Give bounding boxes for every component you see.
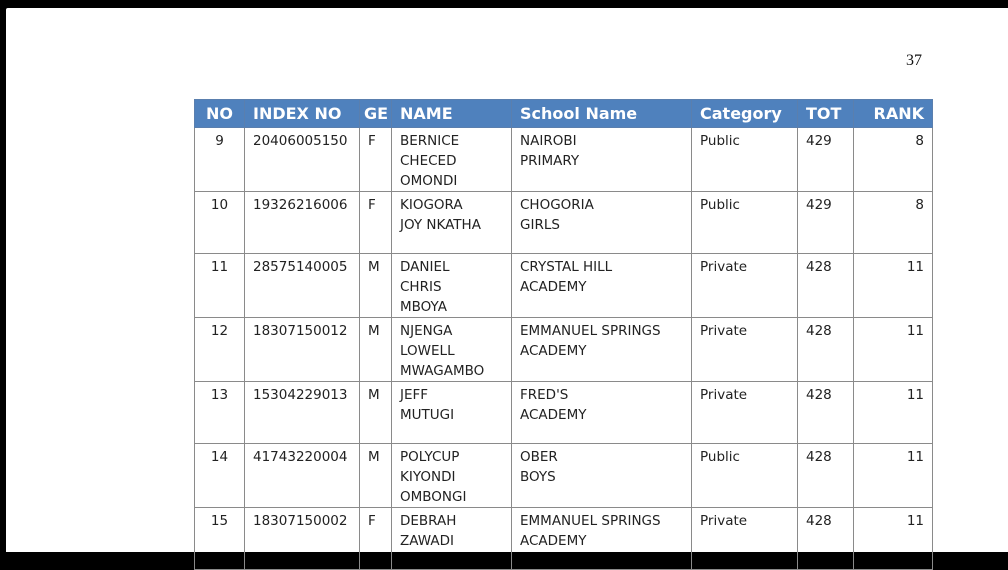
header-name: NAME bbox=[392, 100, 512, 128]
cell-gender: F bbox=[360, 128, 392, 192]
cell-total: 429 bbox=[798, 192, 854, 254]
table-row bbox=[195, 318, 933, 382]
cell-rank: 8 bbox=[854, 128, 933, 192]
cell-index-no: 20406005150 bbox=[245, 128, 360, 192]
header-school-name: School Name bbox=[512, 100, 692, 128]
table-row bbox=[195, 254, 933, 318]
cell-school-name: FRED'S ACADEMY bbox=[512, 382, 692, 444]
cell-category: Private bbox=[692, 254, 798, 318]
cell-gender: M bbox=[360, 444, 392, 508]
page-number: 37 bbox=[906, 52, 922, 69]
cell-category: Public bbox=[692, 444, 798, 508]
cell-school-name: EMMANUEL SPRINGS ACADEMY bbox=[512, 508, 692, 570]
cell-gender: M bbox=[360, 382, 392, 444]
cell-index-no: 18307150002 bbox=[245, 508, 360, 570]
cell-total: 428 bbox=[798, 254, 854, 318]
cell-school-name: OBER BOYS bbox=[512, 444, 692, 508]
cell-category: Public bbox=[692, 192, 798, 254]
cell-no: 13 bbox=[195, 382, 245, 444]
header-index-no: INDEX NO bbox=[245, 100, 360, 128]
cell-name: NJENGA LOWELL MWAGAMBO bbox=[392, 318, 512, 382]
results-table bbox=[194, 99, 933, 570]
cell-rank: 11 bbox=[854, 382, 933, 444]
table-header bbox=[195, 100, 933, 128]
header-row bbox=[195, 100, 933, 128]
cell-name: DANIEL CHRIS MBOYA bbox=[392, 254, 512, 318]
cell-category: Public bbox=[692, 128, 798, 192]
cell-total: 428 bbox=[798, 318, 854, 382]
cell-total: 429 bbox=[798, 128, 854, 192]
cell-index-no: 19326216006 bbox=[245, 192, 360, 254]
cell-gender: M bbox=[360, 254, 392, 318]
cell-total: 428 bbox=[798, 508, 854, 570]
cell-school-name: NAIROBI PRIMARY bbox=[512, 128, 692, 192]
cell-name: DEBRAH ZAWADI bbox=[392, 508, 512, 570]
header-category: Category bbox=[692, 100, 798, 128]
cell-name: POLYCUP KIYONDI OMBONGI bbox=[392, 444, 512, 508]
header-gender: GE bbox=[360, 100, 392, 128]
cell-name: BERNICE CHECED OMONDI bbox=[392, 128, 512, 192]
document-page bbox=[6, 8, 1008, 552]
header-rank: RANK bbox=[854, 100, 933, 128]
cell-no: 9 bbox=[195, 128, 245, 192]
cell-no: 14 bbox=[195, 444, 245, 508]
table-row bbox=[195, 382, 933, 444]
table-row bbox=[195, 192, 933, 254]
cell-category: Private bbox=[692, 318, 798, 382]
cell-index-no: 15304229013 bbox=[245, 382, 360, 444]
table-row bbox=[195, 444, 933, 508]
cell-school-name: CRYSTAL HILL ACADEMY bbox=[512, 254, 692, 318]
cell-school-name: CHOGORIA GIRLS bbox=[512, 192, 692, 254]
table-row bbox=[195, 508, 933, 570]
table-row bbox=[195, 128, 933, 192]
cell-school-name: EMMANUEL SPRINGS ACADEMY bbox=[512, 318, 692, 382]
cell-index-no: 18307150012 bbox=[245, 318, 360, 382]
table-body bbox=[195, 128, 933, 570]
cell-no: 11 bbox=[195, 254, 245, 318]
cell-category: Private bbox=[692, 508, 798, 570]
cell-no: 10 bbox=[195, 192, 245, 254]
cell-gender: M bbox=[360, 318, 392, 382]
cell-rank: 11 bbox=[854, 444, 933, 508]
cell-index-no: 28575140005 bbox=[245, 254, 360, 318]
cell-name: KIOGORA JOY NKATHA bbox=[392, 192, 512, 254]
cell-rank: 11 bbox=[854, 254, 933, 318]
cell-total: 428 bbox=[798, 382, 854, 444]
cell-gender: F bbox=[360, 192, 392, 254]
cell-name: JEFF MUTUGI bbox=[392, 382, 512, 444]
cell-total: 428 bbox=[798, 444, 854, 508]
header-no: NO bbox=[195, 100, 245, 128]
cell-category: Private bbox=[692, 382, 798, 444]
cell-no: 12 bbox=[195, 318, 245, 382]
cell-rank: 8 bbox=[854, 192, 933, 254]
header-total: TOT bbox=[798, 100, 854, 128]
cell-index-no: 41743220004 bbox=[245, 444, 360, 508]
cell-no: 15 bbox=[195, 508, 245, 570]
cell-rank: 11 bbox=[854, 508, 933, 570]
cell-rank: 11 bbox=[854, 318, 933, 382]
cell-gender: F bbox=[360, 508, 392, 570]
